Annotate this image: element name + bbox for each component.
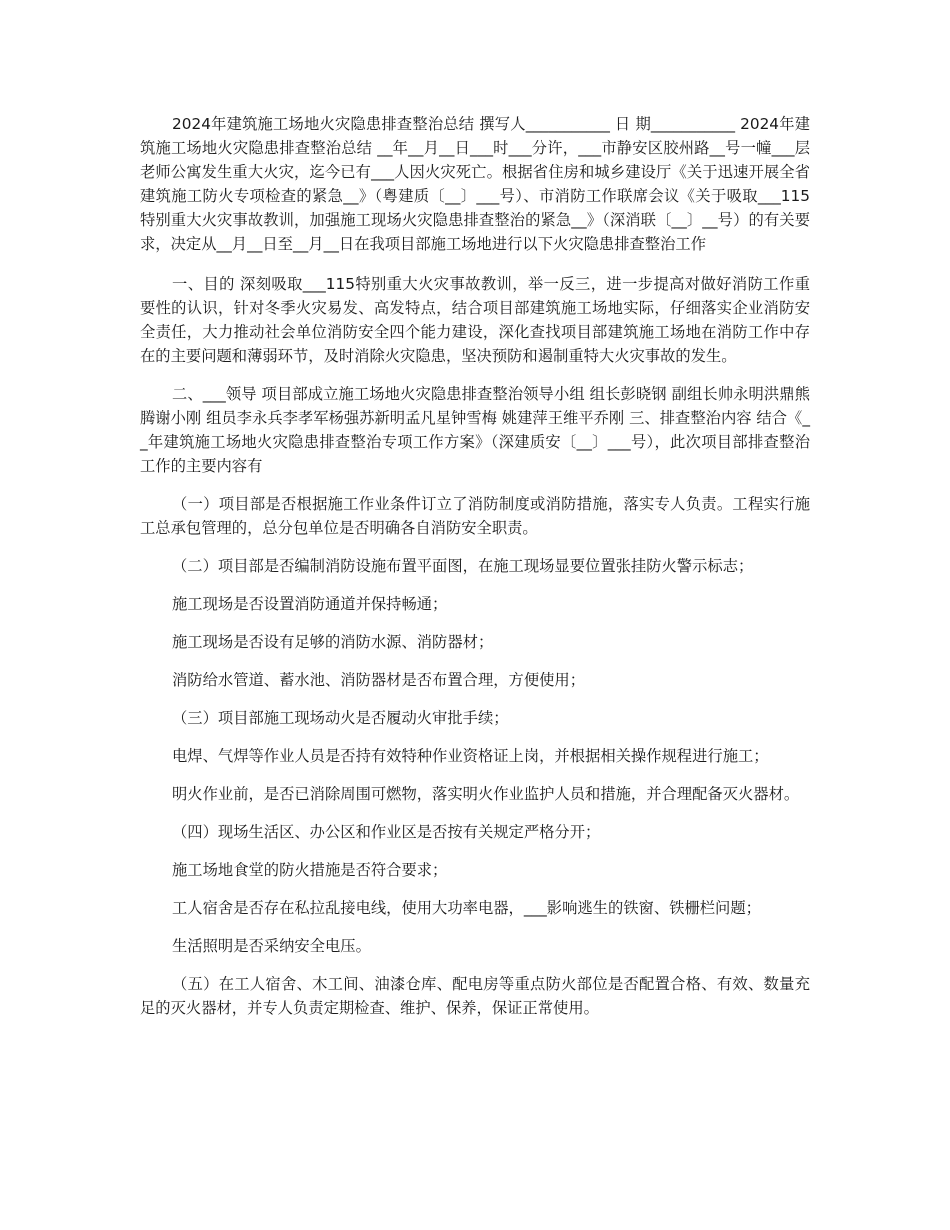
item-2-sub-3: 消防给水管道、蓄水池、消防器材是否布置合理，方便使用； [172, 671, 586, 689]
item-2-sub-1: 施工现场是否设置消防通道并保持畅通； [172, 595, 448, 613]
document-body [140, 112, 810, 1034]
item-4-sub-2: 工人宿舍是否存在私拉乱接电线，使用大功率电器，___影响逃生的铁窗、铁栅栏问题； [172, 899, 761, 917]
item-3-paragraph: （三）项目部施工现场动火是否履动火审批手续； [172, 709, 509, 727]
section-leadership-paragraph: 二、___领导 项目部成立施工场地火灾隐患排查整治领导小组 组长彭晓钢 副组长帅永明洪鼎熊腾谢小刚 组员李永兵李孝军杨强苏新明孟凡星钟雪梅 姚建萍王维平乔刚 三、排查整治内容 结合《__年建筑施工场地火灾隐患排查整治专项工作方案》（深建质安〔__〕___号），此次项目部排查整治工作的主要内容有 [140, 385, 810, 475]
item-4-paragraph: （四）现场生活区、办公区和作业区是否按有关规定严格分开； [172, 823, 601, 841]
item-5-paragraph: （五）在工人宿舍、木工间、油漆仓库、配电房等重点防火部位是否配置合格、有效、数量充足的灭火器材，并专人负责定期检查、维护、保养，保证正常使用。 [140, 975, 810, 1017]
item-1-paragraph: （一）项目部是否根据施工作业条件订立了消防制度或消防措施，落实专人负责。工程实行施工总承包管理的，总分包单位是否明确各自消防安全职责。 [140, 495, 810, 537]
item-3-sub-2: 明火作业前，是否已消除周围可燃物，落实明火作业监护人员和措施，并合理配备灭火器材。 [172, 785, 800, 803]
item-4-sub-3: 生活照明是否采纳安全电压。 [172, 937, 371, 955]
item-2-paragraph: （二）项目部是否编制消防设施布置平面图，在施工现场显要位置张挂防火警示标志； [172, 557, 754, 575]
item-3-sub-1: 电焊、气焊等作业人员是否持有效特种作业资格证上岗，并根据相关操作规程进行施工； [172, 747, 769, 765]
item-2-sub-2: 施工现场是否设有足够的消防水源、消防器材； [172, 633, 494, 651]
item-4-sub-1: 施工场地食堂的防火措施是否符合要求； [172, 861, 448, 879]
section-purpose-paragraph: 一、目的 深刻吸取___115特别重大火灾事故教训，举一反三，进一步提高对做好消防工作重要性的认识，针对冬季火灾易发、高发特点，结合项目部建筑施工场地实际，仔细落实企业消防安全责任，大力推动社会单位消防安全四个能力建设，深化查找项目部建筑施工场地在消防工作中存在的主要问题和薄弱环节，及时消除火灾隐患，坚决预防和遏制重特大火灾事故的发生。 [140, 275, 810, 365]
intro-paragraph: 2024年建筑施工场地火灾隐患排查整治总结 撰写人___________ 日 期___________ 2024年建筑施工场地火灾隐患排查整治总结 __年__月__日___时___分许，___市静安区胶州路__号一幢___层老师公寓发生重大火灾，迄今已有___人因火灾死亡。根据省住房和城乡建设厅《关于迅速开展全省建筑施工防火专项检查的紧急__》（粤建质〔__〕___号）、市消防工作联席会议《关于吸取___115特别重大火灾事故教训，加强施工现场火灾隐患排查整治的紧急__》（深消联〔__〕__号）的有关要求，决定从__月__日至__月__日在我项目部施工场地进行以下火灾隐患排查整治工作 [140, 115, 810, 253]
